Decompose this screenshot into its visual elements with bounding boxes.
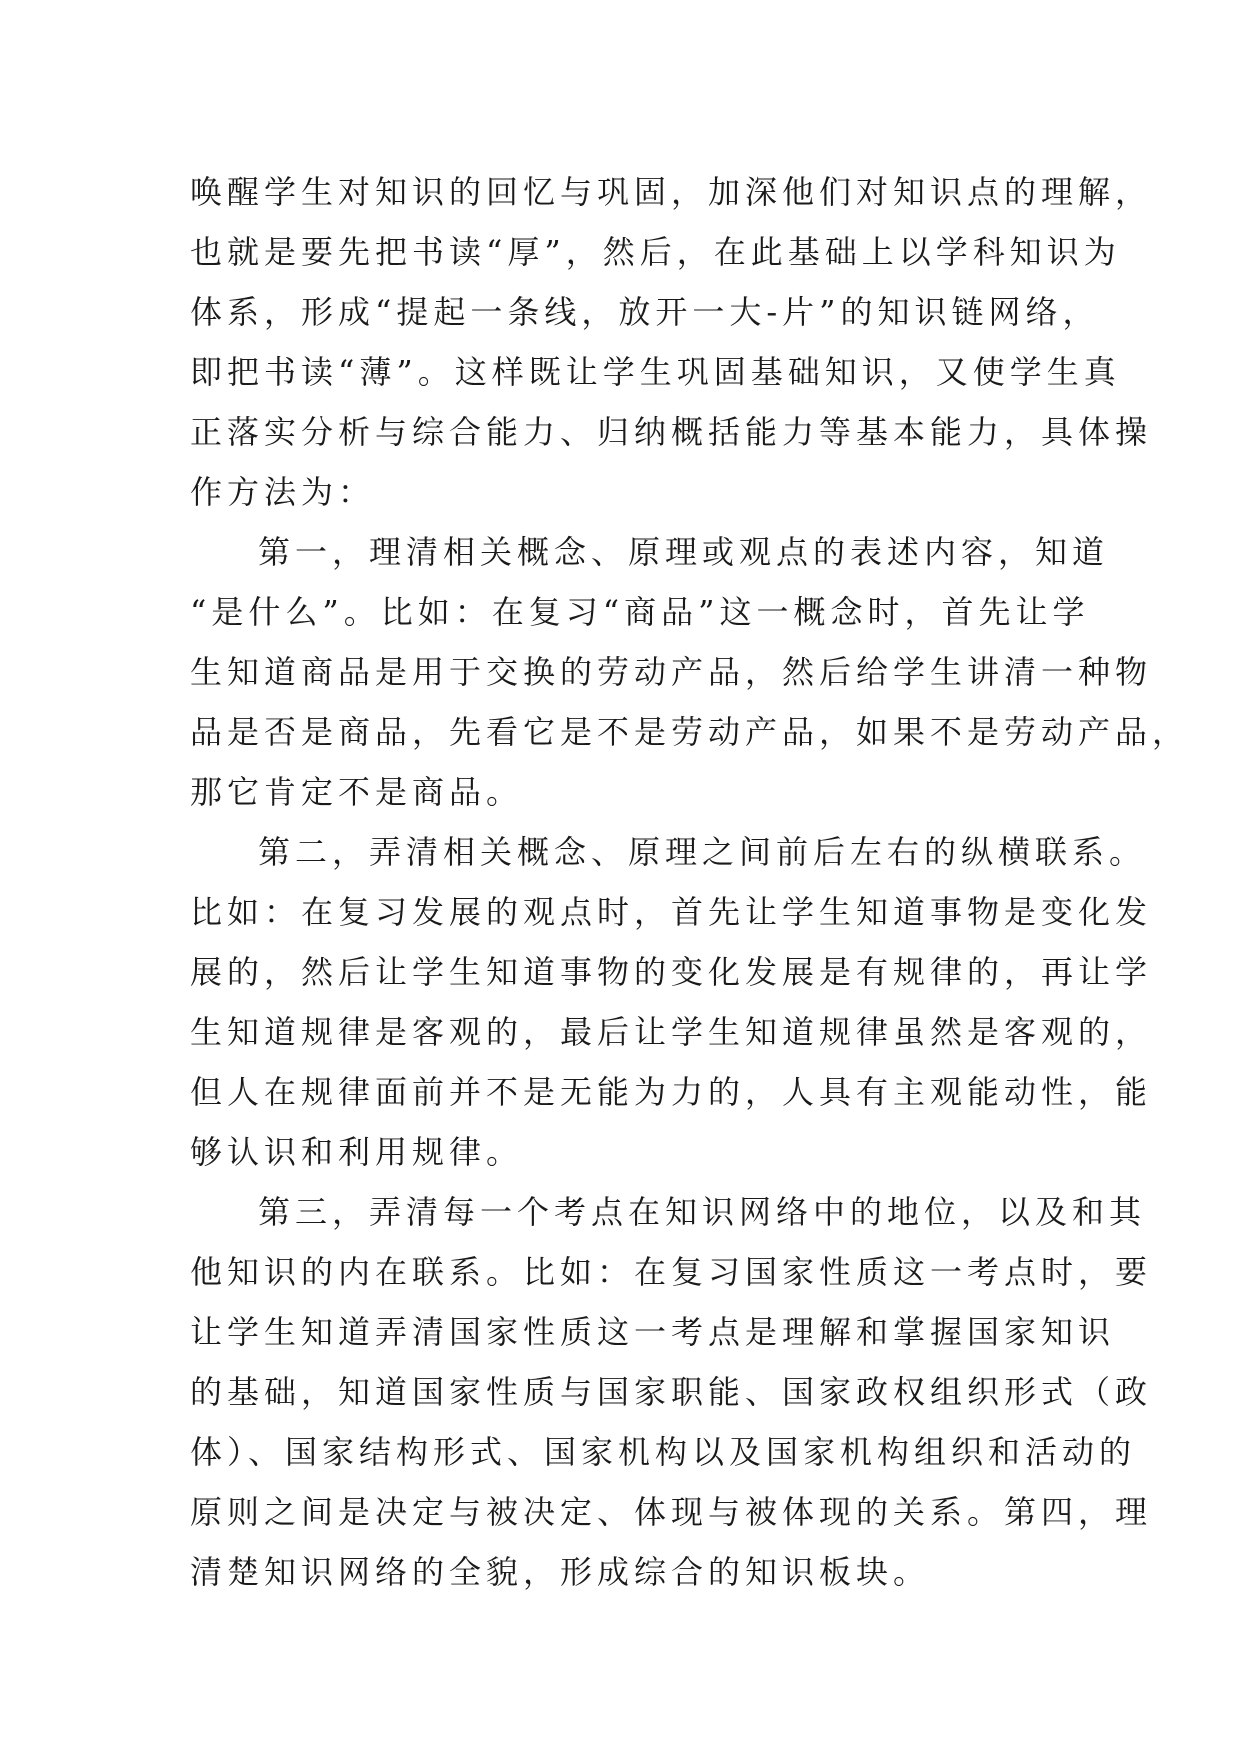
text-line: 清楚知识网络的全貌，形成综合的知识板块。 (190, 1553, 931, 1591)
text-line: 的基础，知道国家性质与国家职能、国家政权组织形式（政 (190, 1373, 1153, 1411)
text-line: 也就是要先把书读“厚”，然后，在此基础上以学科知识为 (190, 233, 1121, 271)
text-line: “是什么”。比如：在复习“商品”这一概念时，首先让学 (190, 593, 1090, 631)
paragraph-first-line: 第一，理清相关概念、原理或观点的表述内容，知道 (258, 533, 1110, 571)
text-line: 但人在规律面前并不是无能为力的，人具有主观能动性，能 (190, 1073, 1153, 1111)
text-line: 他知识的内在联系。比如：在复习国家性质这一考点时，要 (190, 1253, 1153, 1291)
text-line: 体）、国家结构形式、国家机构以及国家机构组织和活动的 (190, 1433, 1137, 1471)
text-line: 原则之间是决定与被决定、体现与被体现的关系。第四，理 (190, 1493, 1153, 1531)
text-line: 够认识和利用规律。 (190, 1133, 524, 1171)
text-line: 比如：在复习发展的观点时，首先让学生知道事物是变化发 (190, 893, 1153, 931)
paragraph-first-line: 第二，弄清相关概念、原理之间前后左右的纵横联系。 (258, 833, 1147, 871)
text-line: 生知道规律是客观的，最后让学生知道规律虽然是客观的， (190, 1013, 1153, 1051)
document-body (190, 162, 1190, 1602)
text-line: 品是否是商品，先看它是不是劳动产品，如果不是劳动产品， (190, 713, 1190, 751)
text-line: 让学生知道弄清国家性质这一考点是理解和掌握国家知识 (190, 1313, 1116, 1351)
text-line: 体系，形成“提起一条线，放开一大-片”的知识链网络， (190, 293, 1100, 331)
text-line: 生知道商品是用于交换的劳动产品，然后给学生讲清一种物 (190, 653, 1153, 691)
paragraph-first-line: 第三，弄清每一个考点在知识网络中的地位，以及和其 (258, 1193, 1147, 1231)
text-line: 展的，然后让学生知道事物的变化发展是有规律的，再让学 (190, 953, 1153, 991)
text-line: 即把书读“薄”。这样既让学生巩固基础知识，又使学生真 (190, 353, 1121, 391)
text-line: 作方法为： (190, 473, 376, 511)
text-line: 那它肯定不是商品。 (190, 773, 524, 811)
text-line: 唤醒学生对知识的回忆与巩固，加深他们对知识点的理解， (190, 173, 1153, 211)
text-line: 正落实分析与综合能力、归纳概括能力等基本能力，具体操 (190, 413, 1153, 451)
